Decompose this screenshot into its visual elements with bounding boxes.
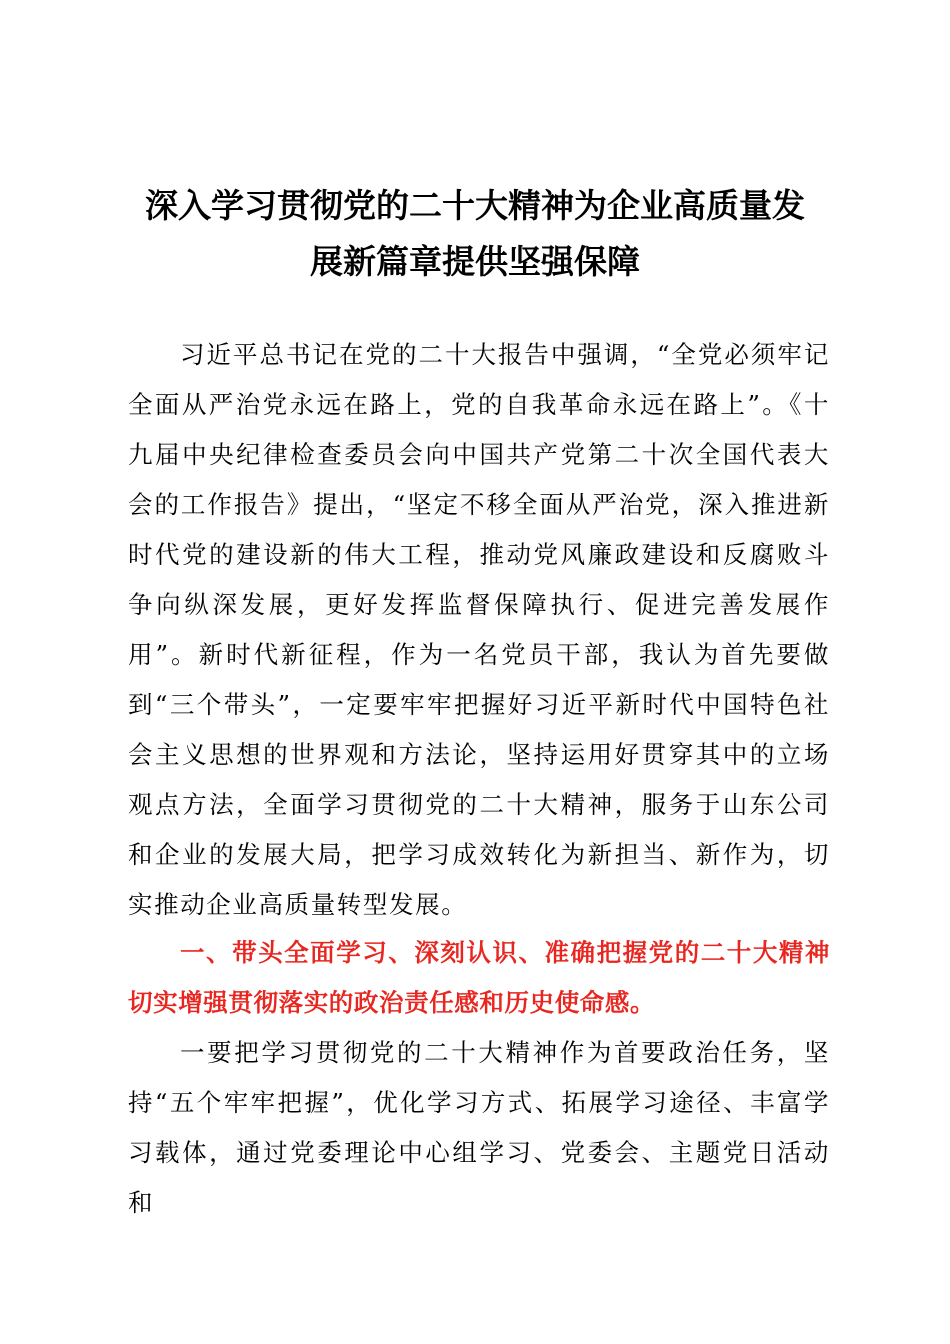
body-paragraph-2: 一要把学习贯彻党的二十大精神作为首要政治任务，坚持“五个牢牢把握”，优化学习方式、拓展学习途径、丰富学习载体，通过党委理论中心组学习、党委会、主题党日活动和	[128, 1038, 830, 1217]
document-title-line-1: 深入学习贯彻党的二十大精神为企业高质量发	[145, 186, 805, 225]
section-heading-1: 一、带头全面学习、深刻认识、准确把握党的二十大精神切实增强贯彻落实的政治责任感和历史使命感。	[128, 938, 830, 1017]
document-title	[118, 178, 832, 290]
body-paragraph-1: 习近平总书记在党的二十大报告中强调，“全党必须牢记全面从严治党永远在路上，党的自我革命永远在路上”。《十九届中央纪律检查委员会向中国共产党第二十次全国代表大会的工作报告》提出，“坚定不移全面从严治党，深入推进新时代党的建设新的伟大工程，推动党风廉政建设和反腐败斗争向纵深发展，更好发挥监督保障执行、促进完善发展作用”。新时代新征程，作为一名党员干部，我认为首先要做到“三个带头”，一定要牢牢把握好习近平新时代中国特色社会主义思想的世界观和方法论，坚持运用好贯穿其中的立场观点方法，全面学习贯彻党的二十大精神，服务于山东公司和企业的发展大局，把学习成效转化为新担当、新作为，切实推动企业高质量转型发展。	[128, 340, 830, 919]
document-title-line-2: 展新篇章提供坚强保障	[310, 242, 640, 281]
